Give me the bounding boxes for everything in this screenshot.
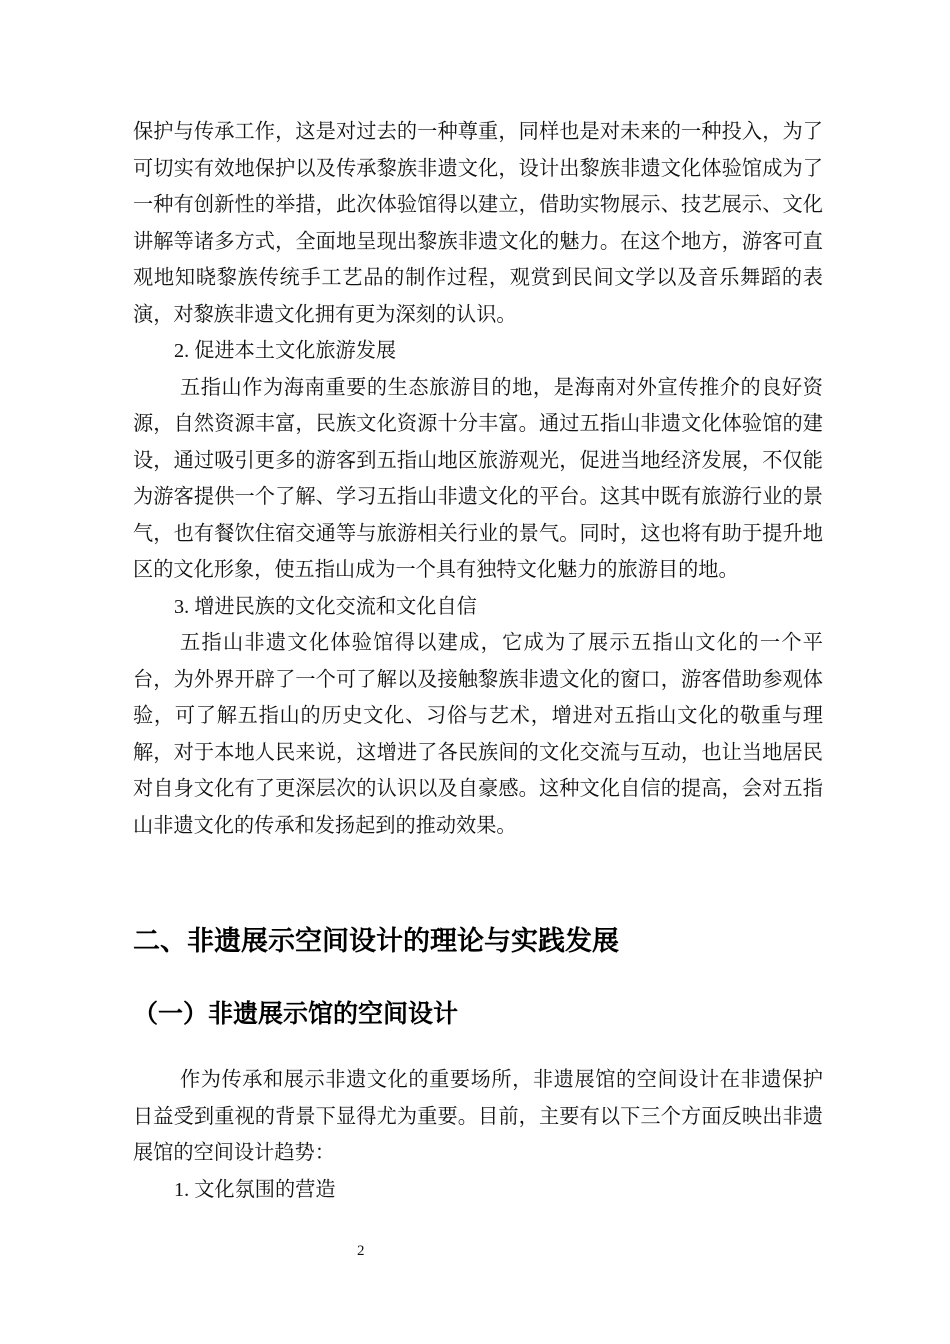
page-number: 2 <box>357 1243 365 1259</box>
paragraph-heritage-protection: 保护与传承工作，这是对过去的一种尊重，同样也是对未来的一种投入，为了可切实有效地保护以及传承黎族非遗文化，设计出黎族非遗文化体验馆成为了一种有创新性的举措，此次体验馆得以建立，借助实物展示、技艺展示、文化讲解等诸多方式，全面地呈现出黎族非遗文化的魅力。在这个地方，游客可直观地知晓黎族传统手工艺品的制作过程，观赏到民间文学以及音乐舞蹈的表演，对黎族非遗文化拥有更为深刻的认识。 <box>133 121 823 326</box>
list-item-cultural-atmosphere: 1. 文化氛围的营造 <box>174 1178 336 1201</box>
page-content <box>133 114 823 1208</box>
paragraph-cultural-exchange: 五指山非遗文化体验馆得以建成，它成为了展示五指山文化的一个平台，为外界开辟了一个可了解以及接触黎族非遗文化的窗口，游客借助参观体验，可了解五指山的历史文化、习俗与艺术，增进对五指山文化的敬重与理解，对于本地人民来说，这增进了各民族间的文化交流与互动，也让当地居民对自身文化有了更深层次的认识以及自豪感。这种文化自信的提高，会对五指山非遗文化的传承和发扬起到的推动效果。 <box>133 632 823 837</box>
paragraph-exhibition-space-design: 作为传承和展示非遗文化的重要场所，非遗展馆的空间设计在非遗保护日益受到重视的背景下显得尤为重要。目前，主要有以下三个方面反映出非遗展馆的空间设计趋势： <box>133 1069 823 1164</box>
list-item-cultural-exchange: 3. 增进民族的文化交流和文化自信 <box>174 595 477 618</box>
section-heading-theory-practice: 二、非遗展示空间设计的理论与实践发展 <box>133 926 619 956</box>
subsection-heading-space-design: （一）非遗展示馆的空间设计 <box>133 1000 459 1028</box>
list-item-promote-tourism: 2. 促进本土文化旅游发展 <box>174 340 397 362</box>
paragraph-tourism-development: 五指山作为海南重要的生态旅游目的地，是海南对外宣传推介的良好资源，自然资源丰富，民族文化资源十分丰富。通过五指山非遗文化体验馆的建设，通过吸引更多的游客到五指山地区旅游观光，促进当地经济发展，不仅能为游客提供一个了解、学习五指山非遗文化的平台。这其中既有旅游行业的景气，也有餐饮住宿交通等与旅游相关行业的景气。同时，这也将有助于提升地区的文化形象，使五指山成为一个具有独特文化魅力的旅游目的地。 <box>133 376 823 581</box>
